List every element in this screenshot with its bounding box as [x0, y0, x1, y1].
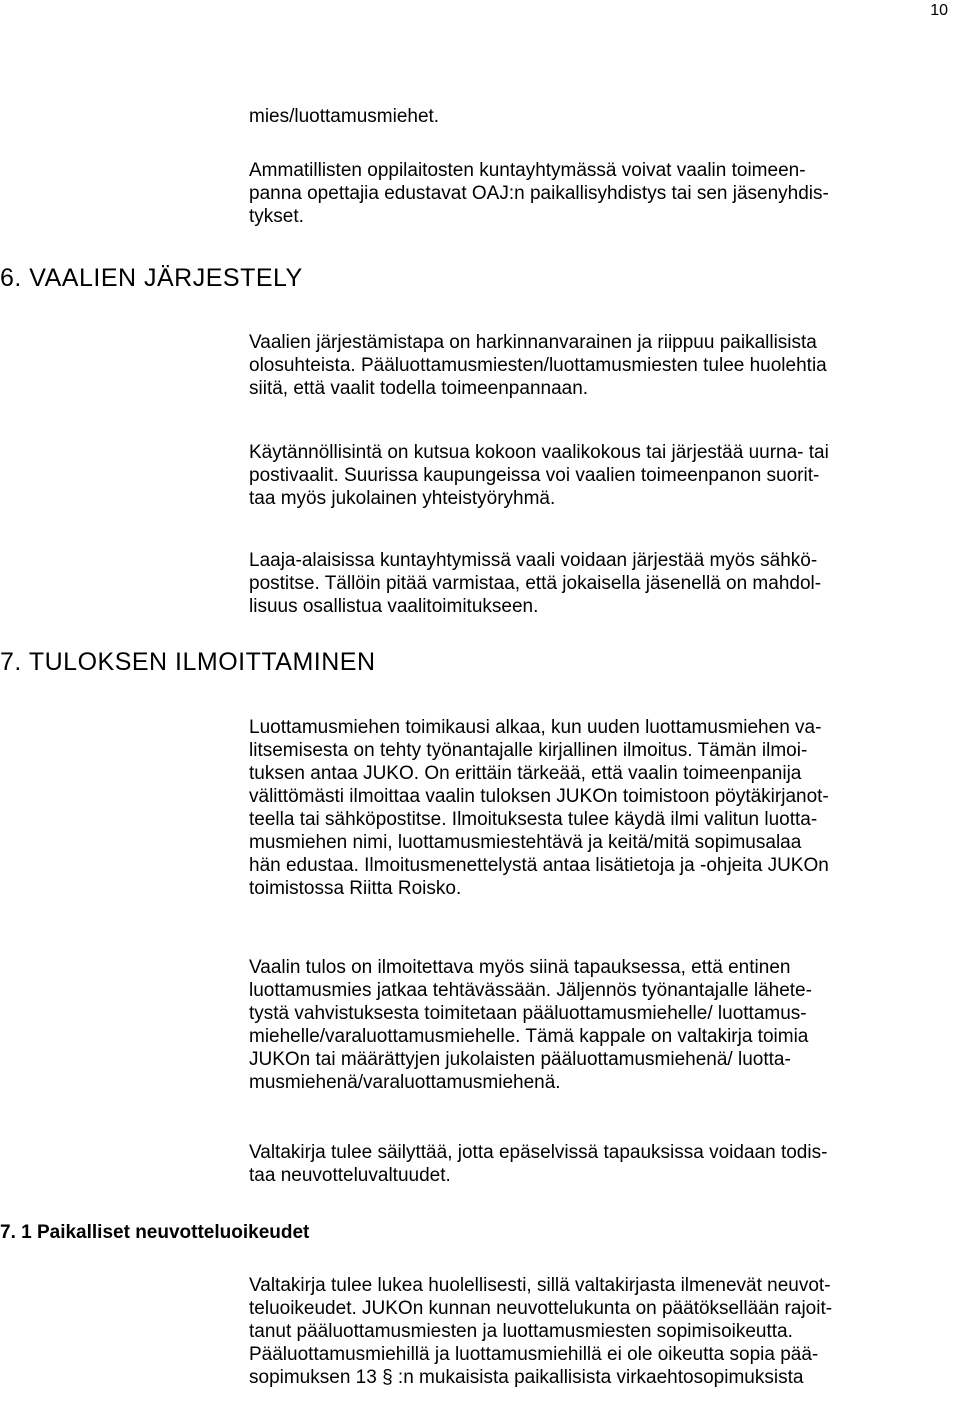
section-6-heading: 6. VAALIEN JÄRJESTELY — [0, 264, 303, 292]
text-line: litsemisesta on tehty työnantajalle kirjallinen ilmoitus. Tämän ilmoi- — [249, 740, 808, 761]
text-line: luottamusmies jatkaa tehtävässään. Jäljennös työnantajalle lähete- — [249, 980, 812, 1001]
section-6-paragraph-1 — [249, 331, 959, 400]
text-line: miehelle/varaluottamusmiehelle. Tämä kappale on valtakirja toimia — [249, 1026, 809, 1047]
intro-paragraph — [249, 105, 959, 128]
text-line: hän edustaa. Ilmoitusmenettelystä antaa lisätietoja ja -ohjeita JUKOn — [249, 855, 829, 876]
section-6-paragraph-2 — [249, 441, 959, 510]
section-7-heading: 7. TULOKSEN ILMOITTAMINEN — [0, 648, 376, 676]
text-line: teluoikeudet. JUKOn kunnan neuvottelukunta on päätöksellään rajoit- — [249, 1298, 833, 1319]
text-line: lisuus osallistua vaalitoimitukseen. — [249, 596, 539, 617]
text-line: panna opettajia edustavat OAJ:n paikallisyhdistys tai sen jäsenyhdis- — [249, 183, 829, 204]
text-line: postitse. Tällöin pitää varmistaa, että jokaisella jäsenellä on mahdol- — [249, 573, 822, 594]
page-number: 10 — [930, 2, 948, 19]
section-7-1-paragraph-1 — [249, 1274, 959, 1389]
text-line: Luottamusmiehen toimikausi alkaa, kun uuden luottamusmiehen va- — [249, 717, 822, 738]
text-line: Valtakirja tulee säilyttää, jotta epäselvissä tapauksissa voidaan todis- — [249, 1142, 828, 1163]
text-line: Vaalien järjestämistapa on harkinnanvarainen ja riippuu paikallisista — [249, 332, 817, 353]
text-line: tanut pääluottamusmiesten ja luottamusmiesten sopimisoikeutta. — [249, 1321, 793, 1342]
text-line: Ammatillisten oppilaitosten kuntayhtymässä voivat vaalin toimeen- — [249, 160, 806, 181]
text-line: taa neuvotteluvaltuudet. — [249, 1165, 451, 1186]
intro-paragraph-2 — [249, 159, 959, 228]
section-6-paragraph-3 — [249, 549, 959, 618]
text-line: Pääluottamusmiehillä ja luottamusmiehillä ei ole oikeutta sopia pää- — [249, 1344, 819, 1365]
text-line: välittömästi ilmoittaa vaalin tuloksen JUKOn toimistoon pöytäkirjanot- — [249, 786, 829, 807]
text-line: Käytännöllisintä on kutsua kokoon vaalikokous tai järjestää uurna- tai — [249, 442, 829, 463]
text-line: musmiehen nimi, luottamusmiestehtävä ja keitä/mitä sopimusalaa — [249, 832, 802, 853]
text-line: Laaja-alaisissa kuntayhtymissä vaali voidaan järjestää myös sähkö- — [249, 550, 818, 571]
text-line: olosuhteista. Pääluottamusmiesten/luottamusmiesten tulee huolehtia — [249, 355, 827, 376]
text-line: sopimuksen 13 § :n mukaisista paikallisista virkaehtosopimuksista — [249, 1367, 804, 1388]
section-7-paragraph-2 — [249, 956, 959, 1094]
text-line: taa myös jukolainen yhteistyöryhmä. — [249, 488, 556, 509]
text-line: Vaalin tulos on ilmoitettava myös siinä tapauksessa, että entinen — [249, 957, 791, 978]
text-line: mies/luottamusmiehet. — [249, 106, 440, 127]
text-line: teella tai sähköpostitse. Ilmoituksesta tulee käydä ilmi valitun luotta- — [249, 809, 818, 830]
text-line: Valtakirja tulee lukea huolellisesti, sillä valtakirjasta ilmenevät neuvot- — [249, 1275, 831, 1296]
text-line: JUKOn tai määrättyjen jukolaisten pääluottamusmiehenä/ luotta- — [249, 1049, 791, 1070]
section-7-paragraph-1 — [249, 716, 959, 900]
text-line: musmiehenä/varaluottamusmiehenä. — [249, 1072, 561, 1093]
text-line: tystä vahvistuksesta toimitetaan pääluottamusmiehelle/ luottamus- — [249, 1003, 807, 1024]
text-line: tykset. — [249, 206, 304, 227]
text-line: postivaalit. Suurissa kaupungeissa voi vaalien toimeenpanon suorit- — [249, 465, 820, 486]
text-line: toimistossa Riitta Roisko. — [249, 878, 462, 899]
section-7-paragraph-3 — [249, 1141, 959, 1187]
text-line: tuksen antaa JUKO. On erittäin tärkeää, että vaalin toimeenpanija — [249, 763, 802, 784]
section-7-1-heading: 7. 1 Paikalliset neuvotteluoikeudet — [0, 1222, 310, 1243]
text-line: siitä, että vaalit todella toimeenpannaan. — [249, 378, 589, 399]
